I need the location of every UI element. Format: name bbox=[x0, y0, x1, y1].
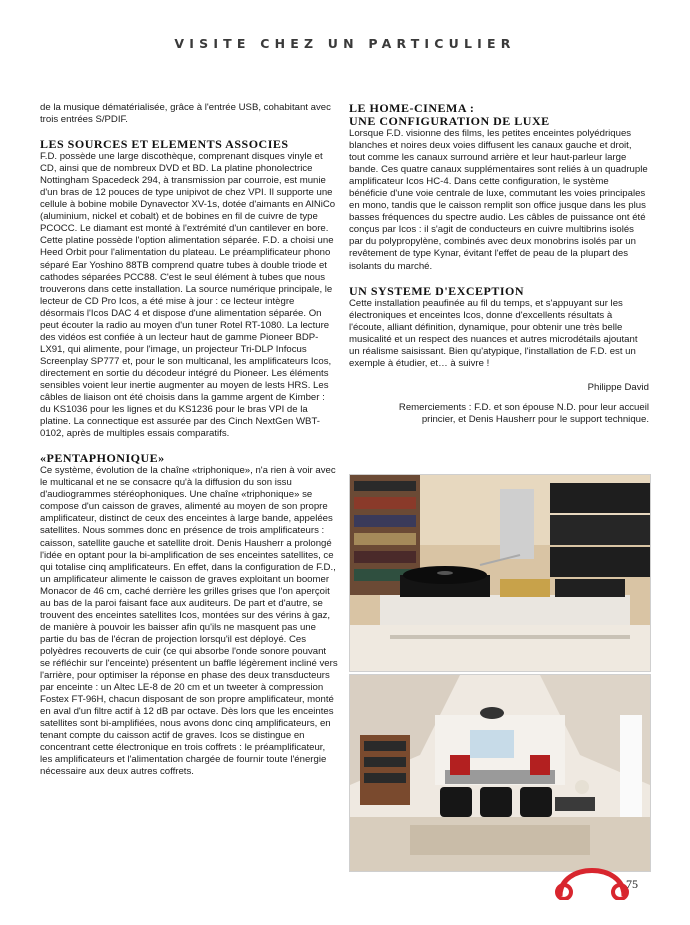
right-column bbox=[349, 102, 649, 426]
left-column bbox=[40, 102, 338, 778]
section-title-home-cinema-1: LE HOME-CINEMA : bbox=[349, 101, 475, 115]
turntable-illustration bbox=[350, 475, 650, 671]
section-title-exception: UN SYSTEME D'EXCEPTION bbox=[349, 283, 525, 298]
sources-paragraph: F.D. possède une large discothèque, comprenant disques vinyle et CD, ainsi que de nombreux DVD et BD. La platine phonolectrice Nottingham Spacedeck 294, à transmission par courroie, est munie d'un bras de 12 pouces de type unipivot de chez VPI. Il supporte une cellule à bobine mobile Dynavector XV-1s, dotée d'aimants en AlNiCo (aluminium, nickel et cobalt) et de bobines en fil de cuivre de type PCOCC. Le diamant est monté à l'extrémité d'un cantilever en bore. Cette platine possède l'option alimentation séparée. F.D. a choisi une Heed Orbit pour l'alimentation du plateau. Le préamplificateur phono séparé Ear Yoshino 88TB comprend quatre tubes à double triode et cathodes séparées PCC88. C'est le seul élément à tubes que nous trouverons dans cette installation. La source numérique principale, le lecteur de CD Pro Icos, a été mise à jour : ce lecteur intègre désormais l'Icos DAC 4 et dispose d'une alimentation séparée. On peut écouter la radio au moyen d'un tuner Rotel RT-1080. La lecture des vidéos est confiée à un lecteur haut de gamme Pioneer BDP-LX91, qui alimente, pour l'image, un projecteur Tri-DLP Infocus Screenplay SP777 et, pour le son multicanal, les amplificateurs Icos, directement en sortie du décodeur intégré du Pioneer. Les éléments sensibles voient leur inertie augmenter au moyen de lests HRS. Les câbles de liaison ont été choisis dans la gamme argent de Kimber : du KS1036 pour les lignes et du KS1236 pour le bras VPI de la platine. La connectique est assurée par des Cinch NextGen WBT-0102, après de multiples essais comparatifs. bbox=[40, 151, 336, 440]
section-title-home-cinema-2: UNE CONFIGURATION DE LUXE bbox=[349, 114, 550, 128]
photo-listening-room bbox=[349, 674, 651, 872]
page-number: 75 bbox=[626, 877, 638, 891]
intro-paragraph: de la musique dématérialisée, grâce à l'entrée USB, cohabitant avec trois entrées S/PDIF. bbox=[40, 102, 331, 126]
acknowledgements: Remerciements : F.D. et son épouse N.D. pour leur accueil princier, et Denis Hausherr pour le support technique. bbox=[398, 401, 649, 425]
photo-turntable-setup bbox=[349, 474, 651, 672]
home-cinema-paragraph: Lorsque F.D. visionne des films, les petites enceintes polyédriques blanches et noires deux voies diffusent les canaux gauche et droit, tout comme les canaux surround arrière et leur haut-parleur large bande. Ces quatre canaux supplémentaires sont reliés à un quadruple amplificateur Icos HC-4. Dans cette configuration, le système bénéficie d'une voie centrale de luxe, commutant les voies principales en mono, tandis que le caisson remplit son office jusque dans les plus basses fréquences du spectre audio. Les câbles de puissance ont été conçus par Icos : il s'agit de conducteurs en cuivre multibrins isolés par du polypropylène, combinés avec deux monobrins isolés par un revêtement de type Kynar, évitant l'effet de peau de la plupart des isolants du marché. bbox=[349, 128, 648, 272]
running-header: VISITE CHEZ UN PARTICULIER bbox=[174, 36, 516, 51]
section-title-pentaphonique: «PENTAPHONIQUE» bbox=[40, 451, 165, 466]
pentaphonique-paragraph: Ce système, évolution de la chaîne «triphonique», n'a rien à voir avec le multicanal et ne se consacre qu'à la diffusion du son issu d'audiogrammes stéréophoniques. Une chaîne «triphonique» se compose d'un caisson de graves, alimenté au moyen de son propre amplificateur, distinct de ceux des enceintes à large bande, appelées satellites. Nous sommes donc en présence de trois amplificateurs : caisson, satellite gauche et satellite droit. Denis Hausherr a prolongé l'idée en optant pour la bi-amplification de ses enceintes satellites, ce qui totalise cinq amplificateurs. En effet, dans la configuration de F.D., un amplificateur alimente le caisson de graves exploitant un boomer Monacor de 46 cm, caché derrière les grilles grises que l'on aperçoit au bas de la paroi faisant face aux auditeurs. De part et d'autre, se trouvent des enceintes satellites Icos, montées sur des vérins à gaz, de manière à pouvoir les baisser afin qu'ils ne masquent pas une partie du bas de l'écran de projection lorsqu'il est déployé. Ces polyèdres recouverts de cuir (ce qui absorbe l'onde sonore pouvant se réfléchir sur l'enceinte) présentent un baffle légèrement incliné vers l'arrière, pour optimiser la réponse en phase des deux transducteurs par enceinte : un Altec LE-8 de 20 cm et un tweeter à compression Fostex FT-96H, chacun disposant de son propre amplificateur, monté en aval d'un filtre actif à 12 dB par octave. Dès lors que les enceintes satellites sont bi-amplifiées, nous avons donc cinq amplificateurs, en tenant compte du caisson actif de graves. Icos se distingue en concentrant cette électronique en trois coffrets : le préamplificateur, les amplificateurs et l'alimentation chargée de fournir toute l'énergie nécessaire aux deux autres coffrets. bbox=[40, 465, 338, 778]
listening-room-illustration bbox=[350, 675, 650, 871]
exception-paragraph: Cette installation peaufinée au fil du temps, et s'appuyant sur les électroniques et enceintes Icos, donne d'excellents résultats à l'écoute, alliant définition, dynamique, pour obtenir une très belle musicalité et un respect des nuances et autres microdétails ajoutant un réalisme saisissant. Bien qu'atypique, l'installation de F.D. est un exemple à étudier, et… à suivre ! bbox=[349, 297, 638, 369]
section-title-sources: LES SOURCES ET ELEMENTS ASSOCIES bbox=[40, 137, 289, 152]
magazine-logo-icon bbox=[550, 856, 634, 900]
author-signature: Philippe David bbox=[587, 381, 649, 393]
